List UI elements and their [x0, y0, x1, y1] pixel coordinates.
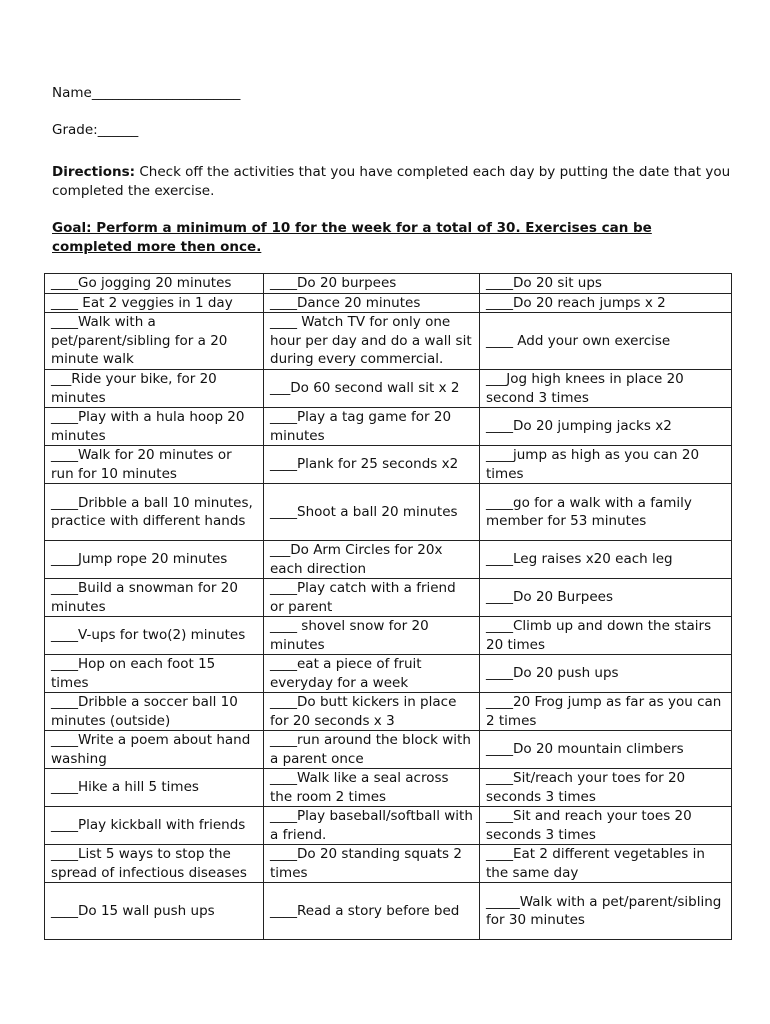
table-row	[45, 313, 732, 370]
table-row	[45, 617, 732, 655]
table-row	[45, 693, 732, 731]
table-row	[45, 579, 732, 617]
table-row	[45, 446, 732, 484]
worksheet-header	[52, 84, 732, 265]
activity-cell[interactable]: ____Play a tag game for 20 minutes	[264, 408, 480, 446]
activity-cell[interactable]: ____Shoot a ball 20 minutes	[264, 484, 480, 541]
activity-cell[interactable]: ____V-ups for two(2) minutes	[45, 617, 264, 655]
activity-cell[interactable]: ___Jog high knees in place 20 second 3 times	[480, 370, 732, 408]
activity-cell[interactable]: ____Do 20 reach jumps x 2	[480, 293, 732, 313]
activity-cell[interactable]: ____Do 20 sit ups	[480, 274, 732, 294]
activity-cell[interactable]: ____Play kickball with friends	[45, 807, 264, 845]
table-row	[45, 845, 732, 883]
activity-cell[interactable]: ____Jump rope 20 minutes	[45, 541, 264, 579]
activity-cell[interactable]: ____Eat 2 different vegetables in the same day	[480, 845, 732, 883]
activity-cell[interactable]: ____Do 20 push ups	[480, 655, 732, 693]
activity-cell[interactable]: ____ Eat 2 veggies in 1 day	[45, 293, 264, 313]
activity-cell[interactable]: ____Do 20 burpees	[264, 274, 480, 294]
activity-cell[interactable]: ____Leg raises x20 each leg	[480, 541, 732, 579]
activity-cell[interactable]: ____ Add your own exercise	[480, 313, 732, 370]
activity-cell[interactable]: ____Walk with a pet/parent/sibling for a 20 minute walk	[45, 313, 264, 370]
table-row	[45, 655, 732, 693]
activity-cell[interactable]: ____Play with a hula hoop 20 minutes	[45, 408, 264, 446]
table-row	[45, 293, 732, 313]
activity-table-body	[45, 274, 732, 940]
grade-field[interactable]: Grade:______	[52, 122, 139, 138]
activity-cell[interactable]: ____Dribble a ball 10 minutes, practice with different hands	[45, 484, 264, 541]
table-row	[45, 370, 732, 408]
activity-cell[interactable]: ____Play baseball/softball with a friend.	[264, 807, 480, 845]
activity-cell[interactable]: ____Walk for 20 minutes or run for 10 minutes	[45, 446, 264, 484]
table-row	[45, 408, 732, 446]
activity-cell[interactable]: ____jump as high as you can 20 times	[480, 446, 732, 484]
activity-cell[interactable]: ____Do butt kickers in place for 20 seconds x 3	[264, 693, 480, 731]
activity-cell[interactable]: ____Climb up and down the stairs 20 times	[480, 617, 732, 655]
name-field[interactable]: Name______________________	[52, 85, 241, 101]
goal-text: Goal: Perform a minimum of 10 for the week for a total of 30. Exercises can be completed more then once.	[52, 220, 652, 255]
activity-cell[interactable]: ____Plank for 25 seconds x2	[264, 446, 480, 484]
table-row	[45, 883, 732, 940]
activity-cell[interactable]: ____Sit and reach your toes 20 seconds 3 times	[480, 807, 732, 845]
activity-cell[interactable]: _____Walk with a pet/parent/sibling for 30 minutes	[480, 883, 732, 940]
activity-cell[interactable]: ____eat a piece of fruit everyday for a week	[264, 655, 480, 693]
activity-cell[interactable]: ____Dance 20 minutes	[264, 293, 480, 313]
directions-text: Check off the activities that you have completed each day by putting the date that you completed the exercise.	[52, 164, 731, 199]
activity-cell[interactable]: ____Play catch with a friend or parent	[264, 579, 480, 617]
table-row	[45, 769, 732, 807]
activity-cell[interactable]: ___Do 60 second wall sit x 2	[264, 370, 480, 408]
activity-cell[interactable]: ____List 5 ways to stop the spread of infectious diseases	[45, 845, 264, 883]
activity-cell[interactable]: ____Do 20 Burpees	[480, 579, 732, 617]
table-row	[45, 731, 732, 769]
activity-cell[interactable]: ____Walk like a seal across the room 2 times	[264, 769, 480, 807]
activity-cell[interactable]: ____Do 20 jumping jacks x2	[480, 408, 732, 446]
table-row	[45, 541, 732, 579]
table-row	[45, 807, 732, 845]
activity-cell[interactable]: ____Sit/reach your toes for 20 seconds 3 times	[480, 769, 732, 807]
activity-cell[interactable]: ____Do 15 wall push ups	[45, 883, 264, 940]
activity-cell[interactable]: ____Hop on each foot 15 times	[45, 655, 264, 693]
table-row	[45, 274, 732, 294]
activity-cell[interactable]: ___Do Arm Circles for 20x each direction	[264, 541, 480, 579]
activity-cell[interactable]: ____ shovel snow for 20 minutes	[264, 617, 480, 655]
activity-cell[interactable]: ____ Watch TV for only one hour per day and do a wall sit during every commercial.	[264, 313, 480, 370]
directions-label: Directions:	[52, 164, 136, 180]
activity-cell[interactable]: ____run around the block with a parent once	[264, 731, 480, 769]
activity-cell[interactable]: ___Ride your bike, for 20 minutes	[45, 370, 264, 408]
activity-cell[interactable]: ____go for a walk with a family member for 53 minutes	[480, 484, 732, 541]
table-row	[45, 484, 732, 541]
activity-cell[interactable]: ____Do 20 mountain climbers	[480, 731, 732, 769]
activity-cell[interactable]: ____Write a poem about hand washing	[45, 731, 264, 769]
activity-cell[interactable]: ____Build a snowman for 20 minutes	[45, 579, 264, 617]
activity-cell[interactable]: ____Read a story before bed	[264, 883, 480, 940]
activity-cell[interactable]: ____Go jogging 20 minutes	[45, 274, 264, 294]
activity-cell[interactable]: ____Dribble a soccer ball 10 minutes (outside)	[45, 693, 264, 731]
directions	[52, 163, 732, 201]
activity-cell[interactable]: ____20 Frog jump as far as you can 2 times	[480, 693, 732, 731]
activity-cell[interactable]: ____Hike a hill 5 times	[45, 769, 264, 807]
activity-cell[interactable]: ____Do 20 standing squats 2 times	[264, 845, 480, 883]
activity-table	[44, 273, 732, 940]
